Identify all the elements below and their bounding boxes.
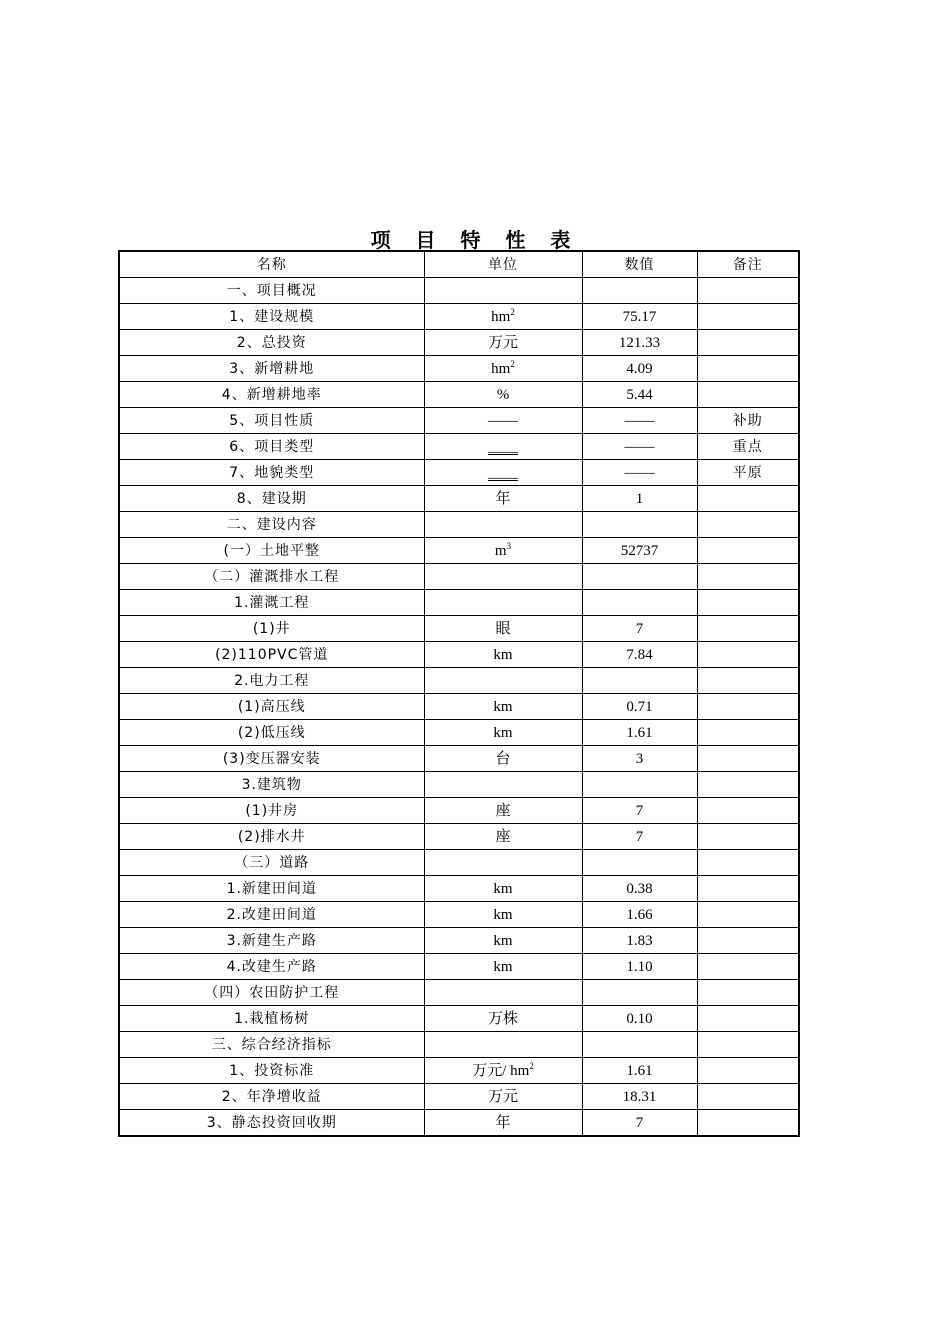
table-row [119, 564, 799, 590]
row-value: 1.10 [582, 954, 697, 980]
header-value: 数值 [582, 251, 697, 278]
row-name: 三、综合经济指标 [119, 1032, 424, 1058]
unit-superscript: 2 [529, 1060, 534, 1071]
row-unit [424, 850, 582, 876]
row-name: 1、建设规模 [119, 304, 424, 330]
row-value: 7 [582, 616, 697, 642]
row-note [697, 486, 799, 512]
row-name: (3)变压器安装 [119, 746, 424, 772]
row-note: 重点 [697, 434, 799, 460]
table-row [119, 408, 799, 434]
row-name: 3、新增耕地 [119, 356, 424, 382]
row-note [697, 668, 799, 694]
row-value: 121.33 [582, 330, 697, 356]
row-note [697, 824, 799, 850]
unit-text: m [494, 542, 507, 559]
row-name: 3.建筑物 [119, 772, 424, 798]
unit-text: km [493, 880, 513, 897]
row-name: （三）道路 [119, 850, 424, 876]
row-name: (1)井 [119, 616, 424, 642]
row-value: 7.84 [582, 642, 697, 668]
row-name: （二）灌溉排水工程 [119, 564, 424, 590]
row-unit [424, 720, 582, 746]
row-unit [424, 616, 582, 642]
row-unit [424, 902, 582, 928]
row-note [697, 720, 799, 746]
row-unit [424, 460, 582, 486]
unit-text: 座 [495, 828, 511, 845]
unit-text: 万元/ hm [472, 1062, 530, 1079]
row-note [697, 512, 799, 538]
row-note [697, 1058, 799, 1084]
row-name: (2)低压线 [119, 720, 424, 746]
table-row [119, 538, 799, 564]
unit-text: 台 [495, 750, 511, 767]
row-note [697, 954, 799, 980]
row-unit [424, 876, 582, 902]
unit-text: 年 [495, 1114, 511, 1131]
row-unit [424, 564, 582, 590]
row-note [697, 902, 799, 928]
header-unit: 单位 [424, 251, 582, 278]
table-row [119, 304, 799, 330]
row-name: 7、地貌类型 [119, 460, 424, 486]
unit-text: 座 [495, 802, 511, 819]
row-note [697, 850, 799, 876]
unit-text: 万元 [487, 1088, 518, 1105]
row-note: 补助 [697, 408, 799, 434]
row-name: 1.新建田间道 [119, 876, 424, 902]
row-value: 5.44 [582, 382, 697, 408]
row-name: （四）农田防护工程 [119, 980, 424, 1006]
row-unit [424, 772, 582, 798]
row-unit [424, 1032, 582, 1058]
row-name: (1)井房 [119, 798, 424, 824]
table-row [119, 720, 799, 746]
row-value: 4.09 [582, 356, 697, 382]
unit-text: 眼 [495, 620, 511, 637]
row-note [697, 590, 799, 616]
row-unit [424, 1084, 582, 1110]
row-name: 4、新增耕地率 [119, 382, 424, 408]
row-value: 7 [582, 1110, 697, 1137]
unit-superscript: 2 [510, 358, 515, 369]
unit-text: ____ [488, 464, 518, 481]
row-name: (2)排水井 [119, 824, 424, 850]
row-unit [424, 746, 582, 772]
row-value: 18.31 [582, 1084, 697, 1110]
row-unit [424, 590, 582, 616]
table-row [119, 616, 799, 642]
row-value [582, 980, 697, 1006]
row-name: 2、总投资 [119, 330, 424, 356]
row-unit [424, 278, 582, 304]
table-row [119, 642, 799, 668]
row-unit [424, 668, 582, 694]
row-note [697, 278, 799, 304]
row-note [697, 304, 799, 330]
unit-text: km [493, 724, 513, 741]
row-value [582, 772, 697, 798]
row-name: 1.灌溉工程 [119, 590, 424, 616]
table-row [119, 954, 799, 980]
row-value: 0.38 [582, 876, 697, 902]
row-unit [424, 486, 582, 512]
table-row [119, 772, 799, 798]
row-note [697, 798, 799, 824]
row-note [697, 1110, 799, 1137]
row-value [582, 668, 697, 694]
table-body [119, 251, 799, 1136]
unit-text: ____ [488, 438, 518, 455]
row-name: 4.改建生产路 [119, 954, 424, 980]
header-row [119, 251, 799, 278]
row-name: 2、年净增收益 [119, 1084, 424, 1110]
row-value: 0.71 [582, 694, 697, 720]
row-note [697, 772, 799, 798]
table-row [119, 512, 799, 538]
row-note: 平原 [697, 460, 799, 486]
row-value: 0.10 [582, 1006, 697, 1032]
row-value [582, 1032, 697, 1058]
row-note [697, 1032, 799, 1058]
table-row [119, 850, 799, 876]
row-value: 1.61 [582, 1058, 697, 1084]
table-row [119, 746, 799, 772]
row-unit [424, 980, 582, 1006]
row-unit [424, 694, 582, 720]
table-row [119, 434, 799, 460]
unit-text: hm [491, 360, 511, 377]
unit-text: hm [491, 308, 511, 325]
row-unit [424, 408, 582, 434]
table-row [119, 824, 799, 850]
row-value [582, 564, 697, 590]
table-row [119, 798, 799, 824]
table-row [119, 928, 799, 954]
row-name: 8、建设期 [119, 486, 424, 512]
row-note [697, 538, 799, 564]
table-row [119, 382, 799, 408]
row-value: 7 [582, 824, 697, 850]
table-row [119, 694, 799, 720]
unit-text: —— [488, 412, 518, 429]
row-value [582, 512, 697, 538]
unit-superscript: 2 [510, 306, 515, 317]
row-value: —— [582, 460, 697, 486]
row-value: 1 [582, 486, 697, 512]
row-note [697, 564, 799, 590]
row-note [697, 1084, 799, 1110]
row-note [697, 746, 799, 772]
row-note [697, 876, 799, 902]
row-value [582, 278, 697, 304]
unit-text: km [493, 646, 513, 663]
row-name: 2.电力工程 [119, 668, 424, 694]
table-row [119, 1058, 799, 1084]
table-title: 项 目 特 性 表 [370, 228, 580, 252]
row-value: 1.66 [582, 902, 697, 928]
row-name: (2)110PVC管道 [119, 642, 424, 668]
row-unit [424, 928, 582, 954]
row-unit [424, 1110, 582, 1137]
table-row [119, 356, 799, 382]
table-row [119, 1006, 799, 1032]
unit-text: 万株 [487, 1010, 518, 1027]
table-row [119, 590, 799, 616]
row-name: 二、建设内容 [119, 512, 424, 538]
row-unit [424, 434, 582, 460]
row-value: 7 [582, 798, 697, 824]
row-unit [424, 1058, 582, 1084]
row-unit [424, 642, 582, 668]
unit-text: 年 [495, 490, 511, 507]
unit-text: 万元 [487, 334, 518, 351]
table-row [119, 668, 799, 694]
row-name: 一、项目概况 [119, 278, 424, 304]
row-unit [424, 304, 582, 330]
row-note [697, 356, 799, 382]
unit-text: % [496, 386, 510, 403]
header-name: 名称 [119, 251, 424, 278]
table-row [119, 278, 799, 304]
row-unit [424, 798, 582, 824]
unit-superscript: 3 [506, 540, 512, 551]
row-name: 3.新建生产路 [119, 928, 424, 954]
row-name: 1、投资标准 [119, 1058, 424, 1084]
row-note [697, 642, 799, 668]
row-name: 5、项目性质 [119, 408, 424, 434]
row-unit [424, 512, 582, 538]
row-name: 6、项目类型 [119, 434, 424, 460]
row-unit [424, 824, 582, 850]
table-row [119, 330, 799, 356]
row-note [697, 382, 799, 408]
row-value: —— [582, 408, 697, 434]
table-row [119, 486, 799, 512]
row-note [697, 694, 799, 720]
row-note [697, 928, 799, 954]
table-row [119, 1110, 799, 1137]
row-name: 2.改建田间道 [119, 902, 424, 928]
row-note [697, 980, 799, 1006]
row-value: 3 [582, 746, 697, 772]
row-name: 3、静态投资回收期 [119, 1110, 424, 1137]
row-unit [424, 954, 582, 980]
unit-text: km [493, 906, 513, 923]
row-unit [424, 356, 582, 382]
row-unit [424, 1006, 582, 1032]
row-value: 75.17 [582, 304, 697, 330]
row-note [697, 1006, 799, 1032]
row-value: 52737 [582, 538, 697, 564]
row-value: —— [582, 434, 697, 460]
unit-text: km [493, 932, 513, 949]
table-row [119, 460, 799, 486]
row-note [697, 330, 799, 356]
row-name: (1)高压线 [119, 694, 424, 720]
table-row [119, 1084, 799, 1110]
header-note: 备注 [697, 251, 799, 278]
row-unit [424, 330, 582, 356]
row-note [697, 616, 799, 642]
project-spec-table [118, 250, 800, 1137]
table-row [119, 980, 799, 1006]
table-row [119, 876, 799, 902]
row-value [582, 590, 697, 616]
row-unit [424, 382, 582, 408]
row-value [582, 850, 697, 876]
row-unit [424, 538, 582, 564]
row-value: 1.83 [582, 928, 697, 954]
unit-text: km [493, 698, 513, 715]
table-row [119, 902, 799, 928]
row-name: (一）土地平整 [119, 538, 424, 564]
row-value: 1.61 [582, 720, 697, 746]
row-name: 1.栽植杨树 [119, 1006, 424, 1032]
unit-text: km [493, 958, 513, 975]
table-row [119, 1032, 799, 1058]
